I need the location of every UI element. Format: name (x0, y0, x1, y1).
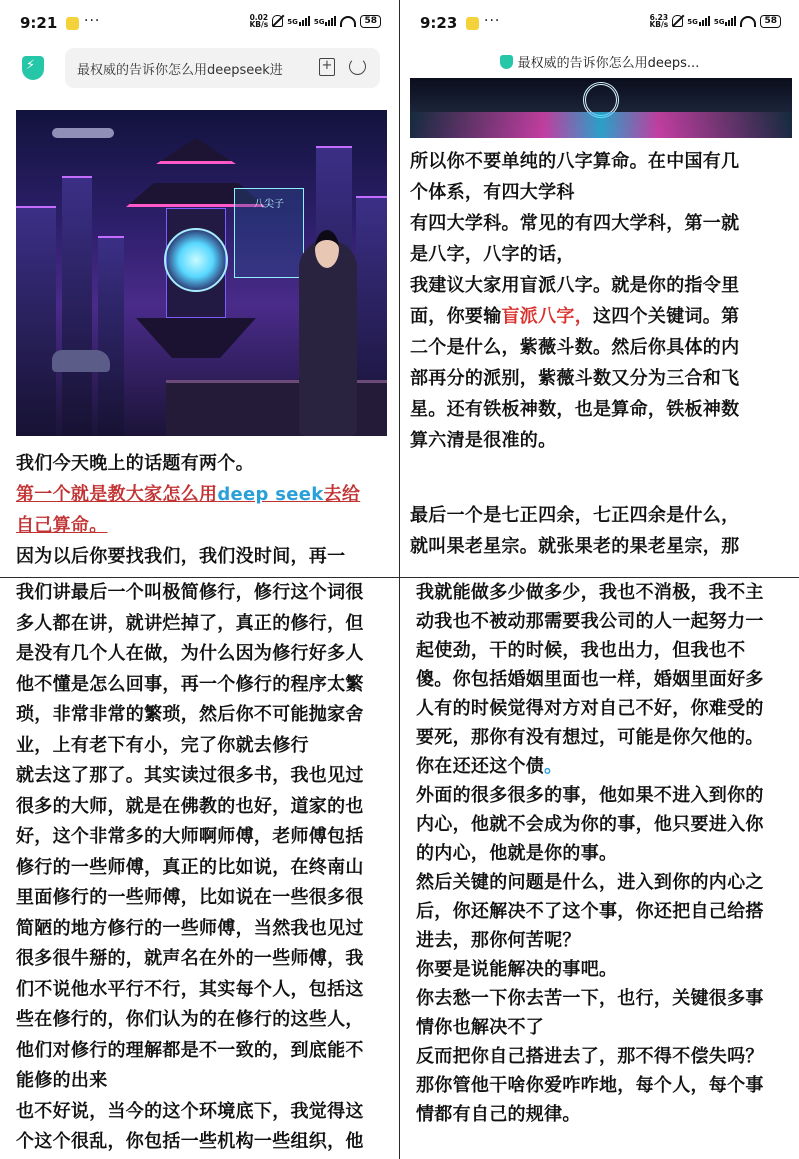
text-line: 星。还有铁板神数，也是算命，铁板神数 (410, 399, 740, 420)
text-line: 他不懂是怎么回事，再一个修行的程序太繁 (16, 673, 364, 695)
text-line: 我们今天晚上的话题有两个。 (16, 453, 254, 474)
browser-address-bar (0, 48, 399, 92)
shield-icon[interactable] (22, 56, 44, 80)
text-line: 修行的一些师傅，真正的比如说，在终南山 (16, 856, 364, 878)
signal-icon (287, 16, 310, 26)
signal-icon-2 (314, 16, 337, 26)
status-icons (249, 14, 381, 28)
text-line: 就去这了那了。其实读过很多书，我也见过 (16, 765, 364, 786)
text-line (410, 301, 794, 332)
network-speed-unit: KB/s (649, 20, 669, 29)
status-icons (649, 14, 781, 28)
text-line: 二个是什么，紫薇斗数。然后你具体的内 (410, 337, 740, 358)
text-line: 傻。你包括婚姻里面也一样，婚姻里面好多 (416, 669, 764, 690)
status-bar (400, 0, 799, 48)
text-line: 外面的很多很多的事，他如果不进入到你的 (416, 785, 764, 806)
text-line: 动我也不被动那需要我公司的人一起努力一 (416, 611, 764, 632)
highlight-blue: deep seek (217, 484, 324, 505)
text-line: 情你也解决不了 (416, 1017, 545, 1038)
grid-divider-vertical (399, 0, 400, 1159)
text-line: 们不说他水平行不行，其实每个人，包括这 (16, 978, 364, 1000)
status-time: 9:21 (20, 14, 58, 32)
text-line: 情都有自己的规律。 (416, 1104, 581, 1125)
mute-bell-icon (272, 15, 283, 27)
pagoda-roof (146, 138, 246, 164)
page-title: 最权威的告诉你怎么用deeps... (517, 56, 700, 71)
text-line: 琐，非常非常的繁琐，然后你不可能抛家舍 (16, 704, 364, 725)
network-type-2: 5G (313, 18, 325, 26)
text-line: 算六清是很准的。 (410, 430, 557, 451)
page-title-bar[interactable] (400, 52, 799, 71)
text-line (416, 752, 794, 781)
text-line: 所以你不要单纯的八字算命。在中国有几 (410, 151, 740, 172)
network-type-1: 5G (287, 18, 298, 26)
text-line (16, 510, 390, 541)
signal-icon-2 (714, 16, 737, 26)
text-line: 简陋的地方修行的一些师傅，当然我也见过 (16, 917, 364, 939)
article-text-panel-3 (16, 578, 390, 1158)
text-line: 业，上有老下有小，完了你就去修行 (16, 734, 309, 756)
text-segment: 这四个关键词。第 (593, 306, 740, 327)
text-line: 部再分的派别，紫薇斗数又分为三合和飞 (410, 368, 740, 389)
flying-car (52, 350, 110, 372)
more-notifications-icon: ··· (84, 13, 101, 29)
pagoda-base (136, 318, 256, 358)
text-line: 也不好说，当今的这个环境底下，我觉得这 (16, 1100, 364, 1122)
text-line: 里面修行的一些师傅，比如说在一些很多很 (16, 887, 364, 908)
skyscraper (62, 176, 92, 436)
text-line: 起使劲，干的时候，我也出力，但我也不 (416, 640, 746, 661)
highlight-red: 盲派八字， (501, 306, 593, 327)
wifi-icon (740, 16, 756, 27)
text-line: 他们对修行的理解都是不一致的，到底能不 (16, 1039, 364, 1061)
network-speed-value: 6.23 (649, 13, 669, 22)
text-line: 因为以后你要找我们，我们没时间，再一 (16, 546, 346, 567)
text-line: 人有的时候觉得对方对自己不好，你难受的 (416, 698, 764, 719)
text-line: 要死，那你有没有想过，可能是你欠他的。 (416, 727, 764, 748)
notification-app-icon (66, 17, 79, 30)
neon-sign: 八尖子 (234, 188, 304, 278)
article-image-cropped (410, 78, 792, 138)
highlight-red: 去给 (323, 484, 361, 505)
text-line: 的内心，他就是你的事。 (416, 843, 618, 864)
battery-icon: 58 (760, 15, 781, 28)
skyscraper (98, 236, 124, 436)
status-time: 9:23 (420, 14, 458, 32)
text-line: 很多很牛掰的，就声名在外的一些师傅，我 (16, 948, 364, 969)
text-line: 个这个很乱，你包括一些机构一些组织，他 (16, 1131, 364, 1152)
text-line: 你要是说能解决的事吧。 (416, 959, 618, 980)
network-type-2: 5G (713, 18, 725, 26)
mute-bell-icon (672, 15, 683, 27)
article-text (16, 448, 390, 572)
highlight-blue: 。 (544, 756, 563, 777)
text-line (16, 479, 390, 510)
signal-icon (687, 16, 710, 26)
article-hero-image (16, 110, 387, 436)
flying-ship (52, 128, 114, 138)
text-line: 有四大学科。常见的有四大学科，第一就 (410, 213, 740, 234)
text-line: 我建议大家用盲派八字。就是你的指令里 (410, 275, 740, 296)
text-line: 就叫果老星宗。就张果老的果老星宗，那 (410, 536, 740, 557)
text-line: 那你管他干啥你爱咋咋地，每个人，每个事 (416, 1075, 764, 1096)
neon-floor (410, 112, 792, 138)
url-text[interactable]: 最权威的告诉你怎么用deepseek进 (77, 63, 283, 78)
bookmark-add-icon[interactable]: + (319, 58, 335, 76)
reload-icon[interactable] (349, 58, 366, 75)
text-line: 我们讲最后一个叫极简修行，修行这个词很 (16, 582, 364, 603)
text-line: 反而把你自己搭进去了，那不得不偿失吗？ (416, 1046, 764, 1067)
screenshot-panel-1 (0, 0, 399, 577)
highlight-red: 自己算命。 (16, 515, 108, 536)
wifi-icon (340, 16, 356, 27)
text-line: 好，这个非常多的大师啊师傅，老师傅包括 (16, 826, 364, 847)
text-line: 然后关键的问题是什么，进入到你的内心之 (416, 872, 764, 893)
network-speed-value: 0.02 (249, 13, 269, 22)
network-speed (249, 14, 268, 28)
shield-icon (500, 55, 513, 69)
highlight-red: 第一个就是教大家怎么用 (16, 484, 218, 505)
text-line: 能修的出来 (16, 1070, 108, 1091)
more-notifications-icon: ··· (484, 13, 501, 29)
network-type-1: 5G (687, 18, 698, 26)
glowing-orb (164, 228, 228, 292)
text-line: 我就能做多少做多少，我也不消极，我不主 (416, 582, 764, 603)
text-segment: 面，你要输 (410, 306, 502, 327)
battery-icon: 58 (360, 15, 381, 28)
text-segment: 你在还还这个债 (416, 756, 545, 777)
text-line: 最后一个是七正四余，七正四余是什么， (410, 505, 740, 526)
text-line: 是没有几个人在做，为什么因为修行好多人 (16, 643, 364, 664)
article-text (410, 146, 794, 562)
text-line: 你去愁一下你去苦一下，也行，关键很多事 (416, 988, 764, 1009)
url-field[interactable] (65, 48, 380, 88)
text-line: 多人都在讲，就讲烂掉了，真正的修行，但 (16, 612, 364, 634)
article-text-panel-4 (416, 578, 794, 1129)
text-line: 是八字，八字的话， (410, 244, 575, 265)
status-bar (0, 0, 399, 48)
network-speed (649, 14, 668, 28)
text-line: 进去，那你何苦呢？ (416, 930, 581, 951)
text-line: 些在修行的，你们认为的在修行的这些人， (16, 1009, 364, 1030)
text-line: 个体系，有四大学科 (410, 182, 575, 203)
text-line: 内心，他就不会成为你的事，他只要进入你 (416, 814, 764, 835)
grid-divider-horizontal (0, 577, 799, 578)
network-speed-unit: KB/s (249, 20, 269, 29)
notification-app-icon (466, 17, 479, 30)
skyscraper (16, 206, 56, 436)
text-line: 后，你还解决不了这个事，你还把自己给搭 (416, 901, 764, 922)
text-line: 很多的大师，就是在佛教的也好，道家的也 (16, 795, 364, 817)
woman-figure (299, 240, 357, 436)
